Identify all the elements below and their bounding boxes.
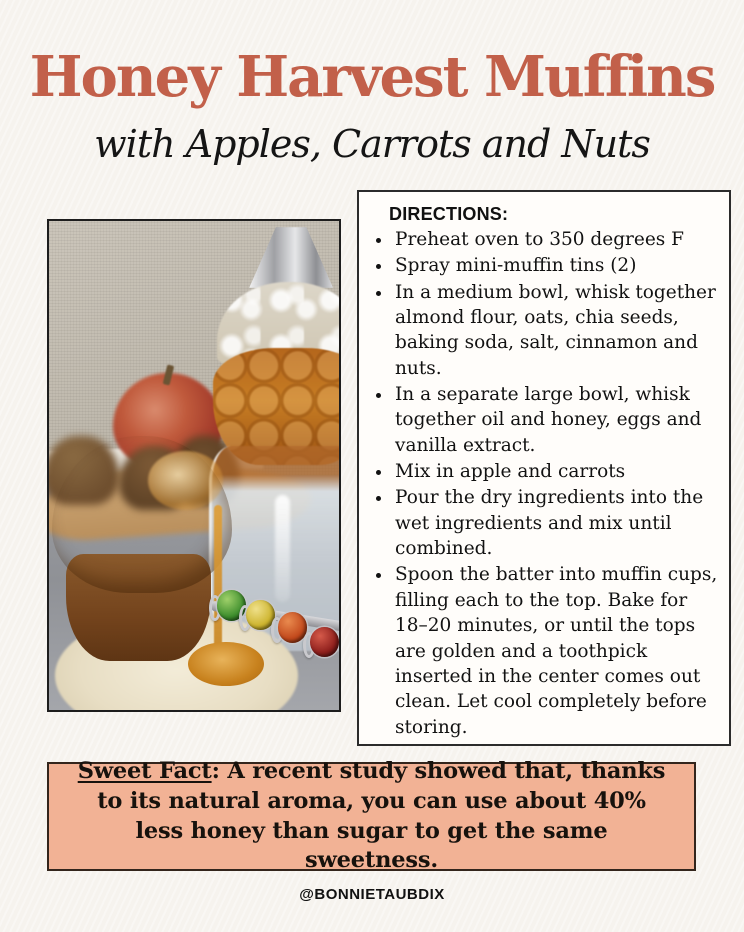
direction-step: • Spray mini-muffin tins (2) <box>393 253 719 278</box>
photo-bead-red <box>310 627 339 657</box>
directions-list <box>393 227 719 740</box>
photo-honey-drip <box>214 505 222 661</box>
sweet-fact-paragraph <box>75 757 668 877</box>
recipe-photo <box>47 219 341 712</box>
sweet-fact-text: : A recent study showed that, thanks to its natural aroma, you can use about 40% less honey than sugar to get the same sweetness. <box>97 757 666 874</box>
sweet-fact-label: Sweet Fact <box>77 757 212 784</box>
photo-honey-glaze <box>148 451 223 510</box>
photo-glass-highlight <box>275 495 290 603</box>
direction-step: • Spoon the batter into muffin cups, filling each to the top. Bake for 18–20 minutes, or until the tops are golden and a toothpick inserted in the center comes out clean. Let cool completely before storing. <box>393 562 719 739</box>
directions-panel <box>357 190 731 746</box>
direction-step: • Pour the dry ingredients into the wet ingredients and mix until combined. <box>393 485 719 561</box>
direction-step: • Preheat oven to 350 degrees F <box>393 227 719 252</box>
direction-step: • Mix in apple and carrots <box>393 459 719 484</box>
page-subtitle: with Apples, Carrots and Nuts <box>94 122 650 166</box>
social-handle: @BONNIETAUBDIX <box>299 886 445 903</box>
photo-honey-puddle <box>188 642 263 686</box>
sweet-fact-box <box>47 757 696 874</box>
directions-heading: DIRECTIONS: <box>389 204 509 224</box>
direction-step: • In a separate large bowl, whisk together oil and honey, eggs and vanilla extract. <box>393 382 719 458</box>
direction-step: • In a medium bowl, whisk together almond flour, oats, chia seeds, baking soda, salt, cinnamon and nuts. <box>393 280 719 381</box>
page-title: Honey Harvest Muffins <box>29 44 715 110</box>
